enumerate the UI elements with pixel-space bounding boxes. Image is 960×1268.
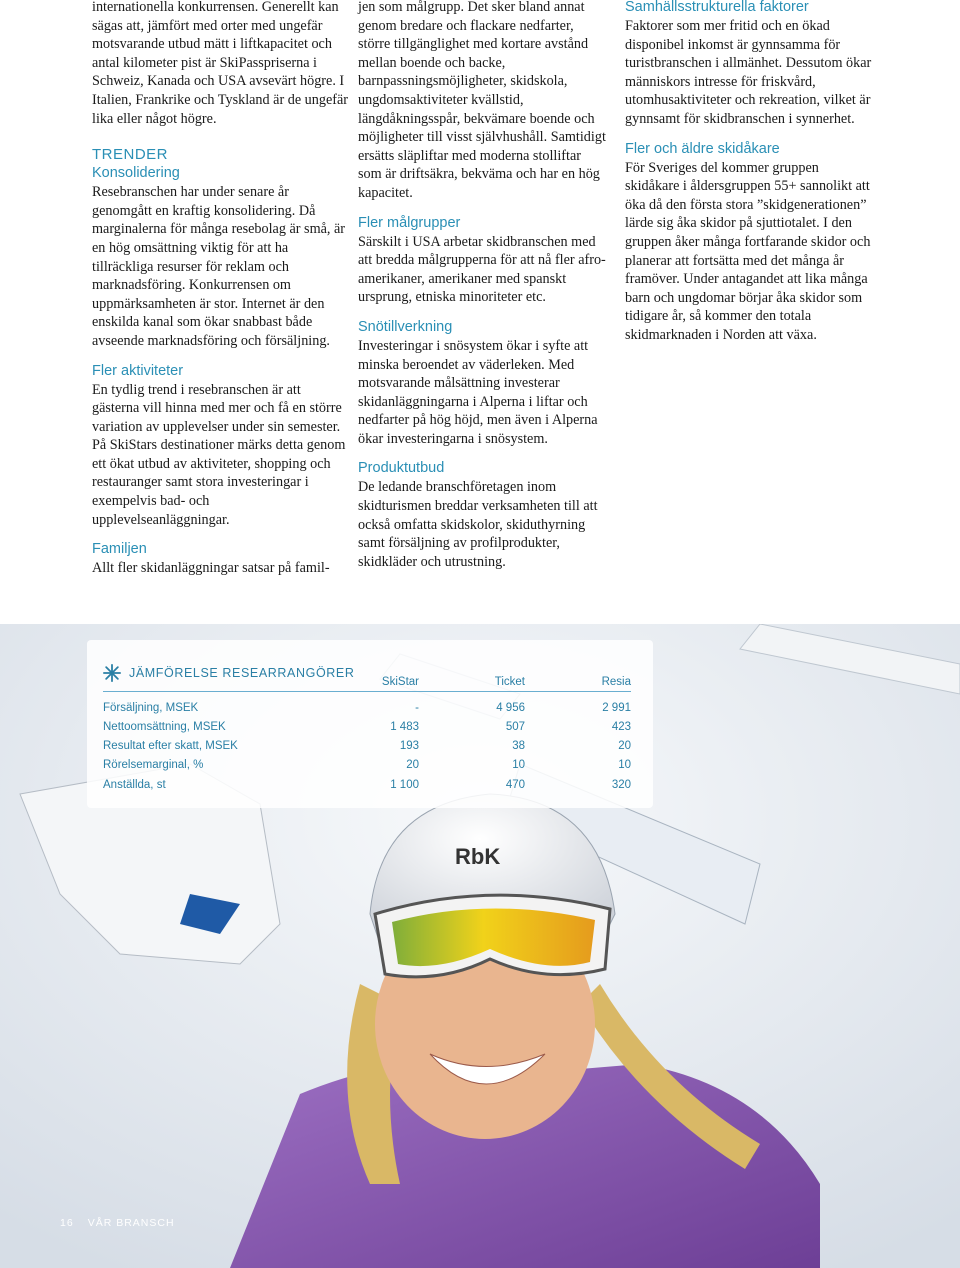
header-skistar: SkiStar bbox=[381, 675, 419, 688]
cell-value: 193 bbox=[399, 739, 419, 752]
aldre-heading: Fler och äldre skidåkare bbox=[625, 140, 780, 157]
section-name: VÅR BRANSCH bbox=[87, 1217, 175, 1229]
text-column-3 bbox=[625, 0, 875, 345]
text-column-2 bbox=[358, 0, 608, 571]
row-label: Rörelsemarginal, % bbox=[103, 759, 204, 772]
cell-value: 2 991 bbox=[525, 692, 631, 718]
text-column-1 bbox=[92, 0, 350, 578]
table-row bbox=[103, 756, 631, 775]
produktutbud-heading: Produktutbud bbox=[358, 460, 445, 477]
cell-value: 470 bbox=[505, 778, 525, 791]
intro-paragraph: internationella konkurrensen. Generellt kan sägas att, jämfört med orter med ungefär motsvarande utbud mätt i liftkapacitet och antal kilometer pist är SkiPasspriserna i Schweiz, Kanada och USA avsevärt högre. I Italien, Frankrike och Tyskland är de ungefär lika eller något högre. bbox=[92, 0, 348, 127]
malgrupper-text: Särskilt i USA arbetar skidbranschen med att bredda målgrupperna för att nå fler afro-amerikaner, amerikaner med spanskt ursprung, etniska minoriteter etc. bbox=[358, 233, 606, 306]
comparison-table-heading: JÄMFÖRELSE RESEARRANGÖRER bbox=[129, 666, 355, 680]
malgrupper-heading: Fler målgrupper bbox=[358, 214, 461, 231]
cell-value: - bbox=[303, 692, 419, 718]
header-label-cell bbox=[103, 672, 303, 692]
samhall-text: Faktorer som mer fritid och en ökad disponibel inkomst är gynnsamma för turistbranschen i allmänhet. Dessutom ökar människors intresse för friskvård, utomhusaktiviteter och rekreation, vilket är gynnsamt för skidbranschen i synnerhet. bbox=[625, 18, 872, 127]
aldre-text: För Sveriges del kommer gruppen skidåkare i åldersgruppen 55+ sannolikt att öka då den första stora ”skidgenerationen” lärde sig åka skidor på sjuttiotalet. I den gruppen åker många fortfarande skidor och planerar att fortsätta med det många år framöver. Under antagandet att lika många barn och ungdomar börjar åka skidor som tidigare år, så kommer den totala skidmarknaden i Norden att växa. bbox=[625, 159, 871, 343]
comparison-table-panel bbox=[87, 640, 653, 808]
konsolidering-heading: Konsolidering bbox=[92, 165, 180, 182]
comparison-table bbox=[103, 672, 631, 794]
table-row bbox=[103, 775, 631, 794]
table-header-row bbox=[103, 672, 631, 692]
snotillverkning-text: Investeringar i snösystem ökar i syfte att minska beroendet av väderleken. Med motsvarande målsättning investerar skidanläggningarna i Alperna i liftar och nedfarter på hög höjd, men även i Alperna ökar investeringarna i snösystem. bbox=[358, 337, 598, 447]
cell-value: 10 bbox=[618, 759, 631, 772]
table-row bbox=[103, 692, 631, 718]
cell-value: 4 956 bbox=[419, 692, 525, 718]
page-number: 16 bbox=[60, 1217, 74, 1229]
cell-value: 507 bbox=[505, 720, 525, 733]
samhall-heading: Samhällsstrukturella faktorer bbox=[625, 0, 809, 15]
cell-value: 320 bbox=[611, 778, 631, 791]
header-ticket: Ticket bbox=[494, 675, 525, 688]
helmet-logo: RbK bbox=[455, 844, 501, 869]
row-label: Anställda, st bbox=[103, 778, 166, 791]
cell-value: 423 bbox=[611, 720, 631, 733]
cell-value: 1 483 bbox=[390, 720, 419, 733]
row-label: Försäljning, MSEK bbox=[103, 692, 303, 718]
familjen-continued-text: jen som målgrupp. Det sker bland annat genom bredare och flackare nedfarter, större tillgänglighet med kortare avstånd mellan boende och backe, barnpassningsmöjligheter, skidskola, ungdomsaktiviteter kvällstid, längdåkningsspår, bekvämare boende och möjligheter till visst självhushåll. Samtidigt ersätts släpliftar med moderna stolliftar som är driftsäkra, bekväma och har en hög kapacitet. bbox=[358, 0, 606, 201]
header-resia: Resia bbox=[601, 675, 631, 688]
table-row bbox=[103, 717, 631, 736]
familjen-heading: Familjen bbox=[92, 541, 147, 558]
trends-heading: TRENDER bbox=[92, 146, 169, 164]
row-label: Resultat efter skatt, MSEK bbox=[103, 739, 238, 752]
cell-value: 1 100 bbox=[390, 778, 419, 791]
snotillverkning-heading: Snötillverkning bbox=[358, 318, 453, 335]
cell-value: 38 bbox=[512, 739, 525, 752]
cell-value: 20 bbox=[406, 759, 419, 772]
page-footer bbox=[60, 1217, 175, 1229]
produktutbud-text: De ledande branschföretagen inom skidturismen breddar verksamheten till att också omfatta skidskolor, skiduthyrning samt försäljning av profilprodukter, skidkläder och utrustning. bbox=[358, 479, 598, 570]
aktiviteter-text: En tydlig trend i resebranschen är att gästerna vill hinna med mer och få en större variation av upplevelser under sin semester. På SkiStars destinationer märks detta genom ett ökat utbud av aktiviteter, shopping och restauranger samt stora investeringar i exempelvis bad- och upplevelseanläggningar. bbox=[92, 381, 346, 528]
aktiviteter-heading: Fler aktiviteter bbox=[92, 362, 184, 379]
row-label: Nettoomsättning, MSEK bbox=[103, 720, 226, 733]
cell-value: 10 bbox=[512, 759, 525, 772]
konsolidering-text: Resebranschen har under senare år genomgått en kraftig konsolidering. Då marginalerna för många resebolag är små, är en hög omsättning viktig för att ha tillräckliga resurser för reklam och marknadsföring. Konkurrensen om uppmärksamheten är stor. Internet är den enskilda kanal som ökar snabbast både avseende marknadsföring och försäljning. bbox=[92, 184, 346, 349]
cell-value: 20 bbox=[618, 739, 631, 752]
table-row bbox=[103, 736, 631, 755]
familjen-text: Allt fler skidanläggningar satsar på famil- bbox=[92, 560, 330, 577]
